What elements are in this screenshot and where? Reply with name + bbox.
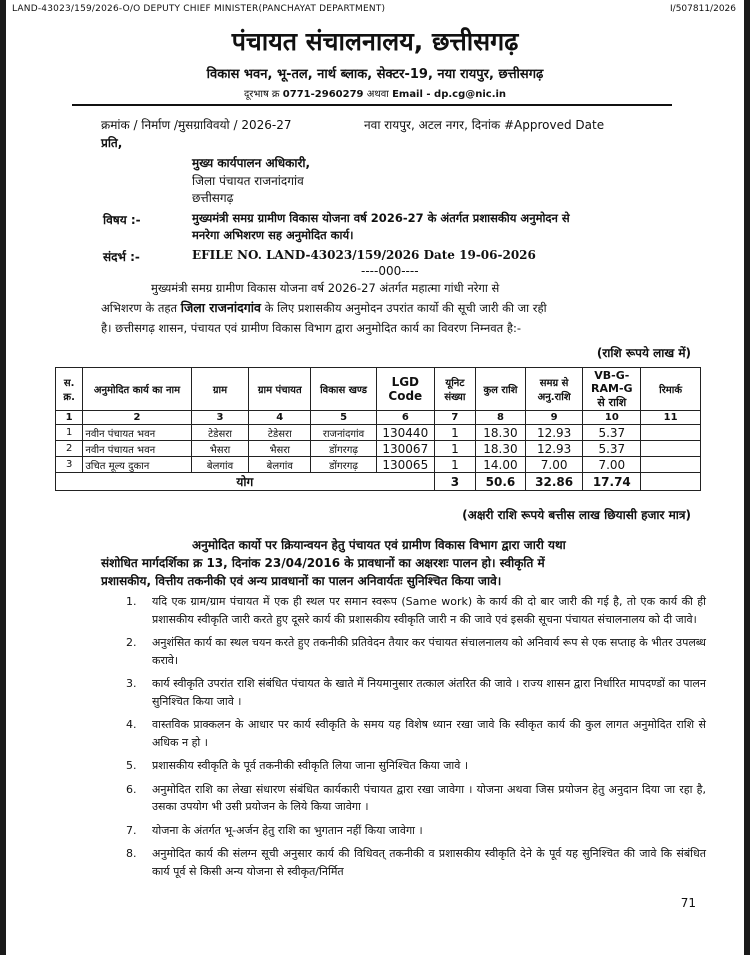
col-header-samagra-amount: समग्र से अनु.राशि [525, 368, 583, 411]
table-row: 3 उचित मूल्य दुकान बेलगांव बेलगांव डोंगरगढ़ 130065 1 14.00 7.00 7.00 [56, 457, 701, 473]
col-header-vbg-amount: VB-G-RAM-G से राशि [583, 368, 641, 411]
recipient-office: जिला पंचायत राजनांदगांव [192, 174, 304, 188]
col-header-block: विकास खण्ड [311, 368, 377, 411]
list-item: 7. योजना के अंतर्गत भू-अर्जन हेतु राशि का भुगतान नहीं किया जावेगा । [126, 823, 423, 837]
list-item: 4. वास्तविक प्राक्कलन के आधार पर कार्य स्वीकृति के समय यह विशेष ध्यान रखा जावे कि स्वीकृत कार्य की कुल लागत अनुमोदित राशि से अधिक न हो । [126, 718, 706, 749]
col-header-lgd-code: LGD Code [376, 368, 434, 411]
col-header-serial: स. क्र. [56, 368, 83, 411]
col-header-units: यूनिट संख्या [434, 368, 476, 411]
subject-line-1: मुख्यमंत्री समग्र ग्रामीण विकास योजना वर्ष 2026-27 के अंतर्गत प्रशासकीय अनुमोदन से [192, 211, 570, 225]
subject-line-2: मनरेगा अभिशरण सह अनुमोदित कार्य। [192, 228, 354, 242]
total-units: 3 [434, 473, 476, 491]
district-name: जिला राजनांदगांव [180, 300, 261, 315]
contact-line [6, 86, 744, 100]
col-header-total-amount: कुल राशि [476, 368, 526, 411]
subject-label: विषय :- [103, 213, 141, 227]
phone-label: दूरभाष क्र [243, 89, 280, 100]
header-divider [72, 104, 672, 106]
total-amount: 50.6 [476, 473, 526, 491]
list-item: 8. अनुमोदित कार्य की संलग्न सूची अनुसार कार्य की विधिवत् तकनीकी व प्रशासकीय स्वीकृति देने के पूर्व यह सुनिश्चित की जावे कि संबंधित कार्य पूर्व से किसी अन्य योजना से स्वीकृत/निर्मित [126, 847, 706, 878]
works-table [55, 367, 701, 491]
place-date: नवा रायपुर, अटल नगर, दिनांक #Approved Date [364, 118, 605, 132]
phone-separator: अथवा [366, 89, 389, 100]
total-samagra: 32.86 [525, 473, 583, 491]
reference-label: संदर्भ :- [103, 250, 140, 264]
body-line-3: है। छत्तीसगढ़ शासन, पंचायत एवं ग्रामीण विकास विभाग द्वारा अनुमोदित कार्य का विवरण निम्नवत है:- [101, 321, 521, 335]
amount-unit-note: (राशि रूपये लाख में) [596, 346, 691, 360]
col-header-work-name: अनुमोदित कार्य का नाम [83, 368, 191, 411]
to-label: प्रति, [101, 136, 123, 150]
page-reference: I/507811/2026 [670, 4, 736, 14]
col-header-gram-panchayat: ग्राम पंचायत [249, 368, 311, 411]
email: Email - dp.cg@nic.in [392, 89, 507, 100]
reference-number: क्रमांक / निर्माण /मुसग्राविवयो / 2026-27 [101, 118, 292, 132]
office-address: विकास भवन, भू-तल, नार्थ ब्लाक, सेक्टर-19, नया रायपुर, छत्तीसगढ़ [206, 67, 544, 82]
file-reference: LAND-43023/159/2026-O/O DEPUTY CHIEF MINISTER(PANCHAYAT DEPARTMENT) [12, 4, 386, 14]
list-item: 3. कार्य स्वीकृति उपरांत राशि संबंधित पंचायत के खाते में नियमानुसार तत्काल अंतरित की जावे । राज्य शासन द्वारा निर्धारित मापदण्डों का पालन सुनिश्चित किया जावे । [126, 677, 706, 708]
office-title: पंचायत संचालनालय, छत्तीसगढ़ [231, 27, 519, 56]
conditions-list [126, 593, 706, 886]
col-header-remark: रिमार्क [641, 368, 701, 411]
phone-number: 0771-2960279 [282, 89, 364, 100]
reference-efile: EFILE NO. LAND-43023/159/2026 Date 19-06-2026 [192, 248, 536, 262]
instruction-line-2: संशोधित मार्गदर्शिका क्र 13, दिनांक 23/04/2016 के प्रावधानों का अक्षरशः पालन हो। स्वीकृति में [101, 556, 545, 570]
document-page [6, 0, 744, 955]
recipient-state: छत्तीसगढ़ [192, 191, 234, 205]
column-number-row: 1 2 3 4 5 6 7 8 9 10 11 [56, 411, 701, 425]
page-number: 71 [680, 896, 696, 910]
amount-in-words: (अक्षरी राशि रूपये बत्तीस लाख छियासी हजार मात्र) [462, 508, 691, 522]
instruction-line-3: प्रशासकीय, वित्तीय तकनीकी एवं अन्य प्रावधानों का पालन अनिवार्यतः सुनिश्चित किया जावे। [101, 574, 502, 588]
recipient-designation: मुख्य कार्यपालन अधिकारी, [192, 156, 311, 170]
body-line-1: मुख्यमंत्री समग्र ग्रामीण विकास योजना वर्ष 2026-27 अंतर्गत महात्मा गांधी नरेगा से [151, 281, 500, 295]
table-row: 2 नवीन पंचायत भवन भैसरा भैसरा डोंगरगढ़ 130067 1 18.30 12.93 5.37 [56, 441, 701, 457]
total-label: योग [56, 473, 435, 491]
instruction-line-1: अनुमोदित कार्यो पर क्रियान्वयन हेतु पंचायत एवं ग्रामीण विकास विभाग द्वारा जारी यथा [192, 538, 566, 552]
table-row: 1 नवीन पंचायत भवन टेडेसरा टेडेसरा राजनांदगांव 130440 1 18.30 12.93 5.37 [56, 425, 701, 441]
col-header-village: ग्राम [191, 368, 249, 411]
body-line-2: अभिशरण के तहत जिला राजनांदगांव के लिए प्रशासकीय अनुमोदन उपरांत कार्यो की सूची जारी की जा रही [101, 300, 547, 315]
list-item: 6. अनुमोदित राशि का लेखा संधारण संबंधित कार्यकारी पंचायत द्वारा रखा जावेगा । योजना अथवा जिस प्रयोजन हेतु अनुदान दिया जा रहा है, उसका उपयोग भी उसी प्रयोजन के लिये किया जावेगा । [126, 782, 706, 813]
table-header-row [56, 368, 701, 411]
list-item: 1. यदि एक ग्राम/ग्राम पंचायत में एक ही स्थल पर समान स्वरूप (Same work) के कार्य की दो बार जारी की गई है, तो एक कार्य की ही प्रशासकीय स्वीकृति जारी करते हुए दूसरे कार्य की प्रशासकीय स्वीकृति जारी न की जावे एवं इसकी सूचना पंचायत संचालनालय को दी जावे। [126, 595, 706, 626]
total-row [56, 473, 701, 491]
body-divider: ----000---- [361, 264, 419, 278]
total-vbg: 17.74 [583, 473, 641, 491]
list-item: 2. अनुशंसित कार्य का स्थल चयन करते हुए तकनीकी प्रतिवेदन तैयार कर पंचायत संचालनालय को अनिवार्य रूप से एक सप्ताह के भीतर उपलब्ध करावे। [126, 636, 707, 667]
list-item: 5. प्रशासकीय स्वीकृति के पूर्व तकनीकी स्वीकृति लिया जाना सुनिश्चित किया जावे । [126, 759, 469, 772]
